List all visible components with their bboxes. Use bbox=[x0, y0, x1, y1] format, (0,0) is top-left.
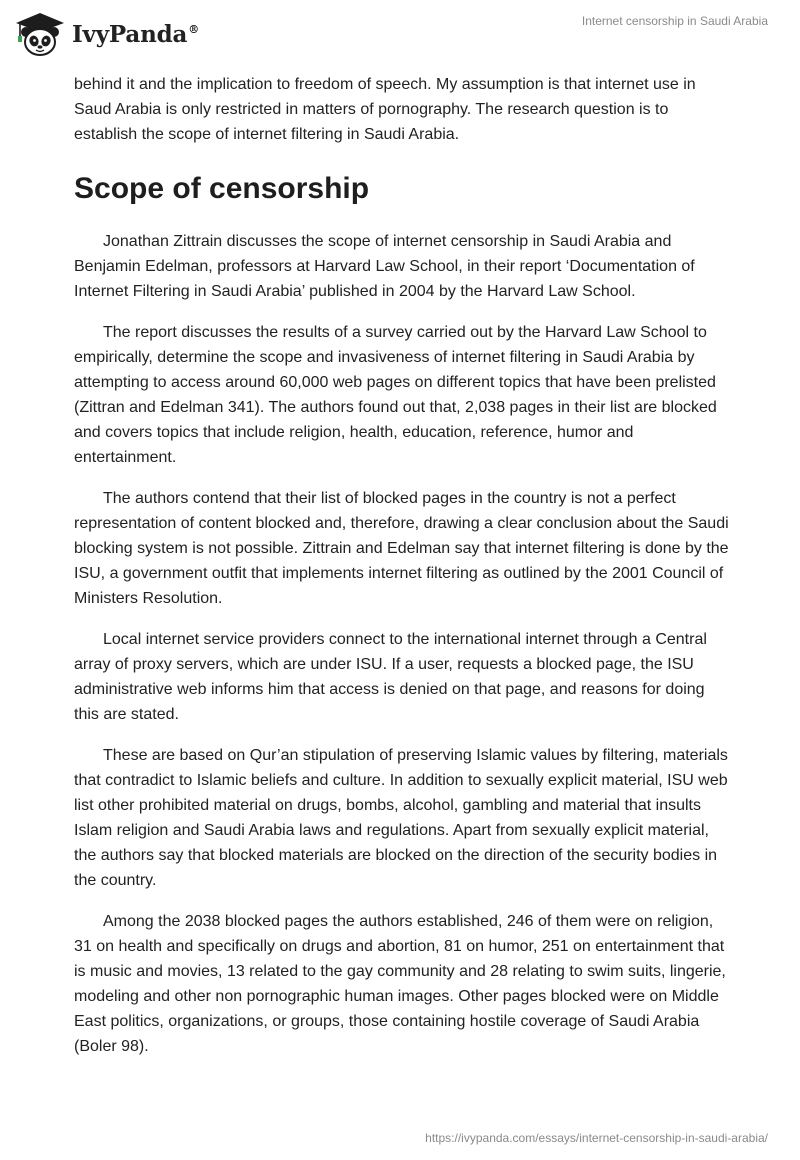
essay-body bbox=[74, 72, 730, 1075]
paragraph: Among the 2038 blocked pages the authors established, 246 of them were on religion, 31 on health and specifically on drugs and abortion, 81 on humor, 251 on entertainment that is music and movies, 13 related to the gay community and 28 relating to swim suits, lingerie, modeling and other non pornographic human images. Other pages blocked were on Middle East politics, organizations, or groups, those containing hostile coverage of Saudi Arabia (Boler 98). bbox=[74, 913, 726, 1055]
registered-mark: ® bbox=[188, 22, 199, 36]
paragraph: The authors contend that their list of blocked pages in the country is not a perfect representation of content blocked and, therefore, drawing a clear conclusion about the Saudi blocking system is not possible. Zittrain and Edelman say that internet filtering is done by the ISU, a government outfit that implements internet filtering as outlined by the 2001 Council of Ministers Resolution. bbox=[74, 490, 729, 607]
lead-paragraph: behind it and the implication to freedom of speech. My assumption is that internet use in Saud Arabia is only restricted in matters of pornography. The research question is to establish the scope of internet filtering in Saudi Arabia. bbox=[74, 76, 696, 143]
paragraph: Jonathan Zittrain discusses the scope of internet censorship in Saudi Arabia and Benjamin Edelman, professors at Harvard Law School, in their report ‘Documentation of Internet Filtering in Saudi Arabia’ published in 2004 by the Harvard Law School. bbox=[74, 233, 695, 300]
document-title: Internet censorship in Saudi Arabia bbox=[581, 14, 768, 28]
paragraph: The report discusses the results of a survey carried out by the Harvard Law School to empirically, determine the scope and invasiveness of internet filtering in Saudi Arabia by attempting to access around 60,000 web pages on different topics that have been prelisted (Zittran and Edelman 341). The authors found out that, 2,038 pages in their list are blocked and covers topics that include religion, health, education, reference, humor and entertainment. bbox=[74, 324, 717, 466]
paragraph: These are based on Qur’an stipulation of preserving Islamic values by filtering, materials that contradict to Islamic beliefs and culture. In addition to sexually explicit material, ISU web list other prohibited material on drugs, bombs, alcohol, gambling and material that insults Islam religion and Saudi Arabia laws and regulations. Apart from sexually explicit material, the authors say that blocked materials are blocked on the direction of the security bodies in the country. bbox=[74, 747, 728, 889]
brand-logo[interactable] bbox=[14, 8, 199, 60]
panda-graduate-icon bbox=[14, 11, 66, 57]
brand-name: IvyPanda® bbox=[72, 20, 199, 48]
section-heading: Scope of censorship bbox=[74, 172, 370, 205]
source-url[interactable]: https://ivypanda.com/essays/internet-censorship-in-saudi-arabia/ bbox=[425, 1131, 768, 1145]
page-header bbox=[0, 0, 800, 70]
paragraph: Local internet service providers connect to the international internet through a Central array of proxy servers, which are under ISU. If a user, requests a blocked page, the ISU administrative web informs him that access is denied on that page, and reasons for doing this are stated. bbox=[74, 631, 707, 723]
